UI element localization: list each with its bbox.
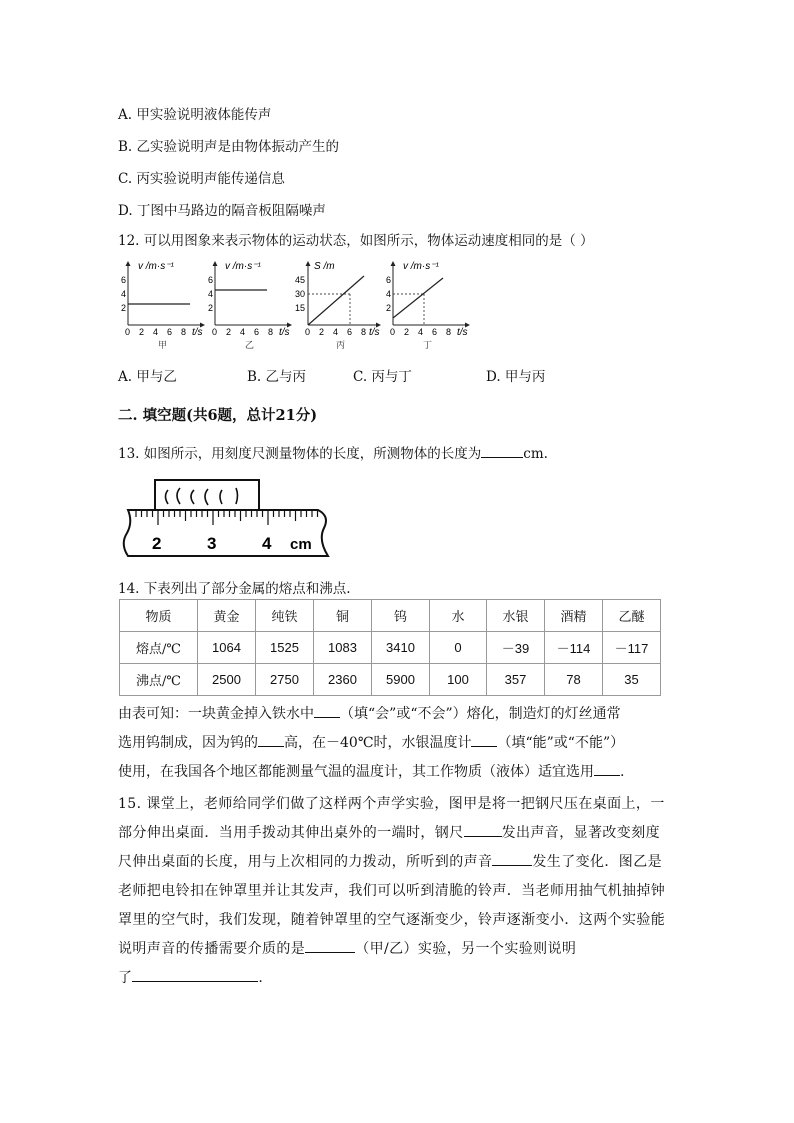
table-cell: 3410: [372, 632, 430, 664]
svg-text:0: 0: [305, 327, 311, 337]
q11-option-b: B. 乙实验说明声是由物体振动产生的: [118, 139, 340, 155]
svg-text:2: 2: [139, 327, 145, 337]
svg-text:45: 45: [295, 275, 306, 285]
svg-text:8: 8: [446, 327, 452, 337]
svg-text:6: 6: [254, 327, 260, 337]
q12-option-a: A. 甲与乙: [118, 369, 177, 385]
ruler-label-4: 4: [262, 534, 272, 553]
ruler-unit: cm: [290, 536, 312, 553]
svg-text:30: 30: [295, 289, 306, 299]
svg-text:2: 2: [226, 327, 232, 337]
answer-blank[interactable]: [314, 705, 340, 718]
ylabel: S /m: [314, 261, 335, 272]
table-cell: 水银: [487, 600, 545, 632]
ylabel: v /m·s⁻¹: [225, 261, 261, 272]
ylabel: v /m·s⁻¹: [138, 261, 174, 272]
table-cell: －114: [545, 632, 603, 664]
svg-text:8: 8: [268, 327, 274, 337]
answer-blank[interactable]: [471, 734, 497, 747]
answer-blank[interactable]: [594, 763, 620, 776]
table-cell: 纯铁: [256, 600, 314, 632]
table-cell: 35: [603, 664, 661, 696]
q14-stem: 14. 下表列出了部分金属的熔点和沸点.: [118, 581, 351, 597]
svg-text:t/s: t/s: [457, 327, 468, 338]
answer-blank[interactable]: [492, 853, 532, 866]
ruler-figure: [118, 478, 333, 564]
answer-blank[interactable]: [305, 940, 355, 953]
svg-text:6: 6: [121, 275, 127, 285]
table-cell: －39: [487, 632, 545, 664]
graph-yi: [205, 258, 295, 350]
graph-ding-line: [393, 278, 443, 318]
table-cell: 0: [430, 632, 487, 664]
q12-option-d: D. 甲与丙: [486, 369, 546, 385]
svg-text:t/s: t/s: [279, 327, 290, 338]
svg-text:6: 6: [208, 275, 214, 285]
svg-text:4: 4: [121, 289, 127, 299]
svg-text:t/s: t/s: [369, 327, 380, 338]
q14-paragraph: 由表可知：一块黄金掉入铁水中 （填“会”或“不会”）熔化，制造灯的灯丝通常 选用钨制成，因为钨的 高，在－40℃时，水银温度计 （填“能”或“不能”） 使用，在我国各个地区都能测量气温的温度计，其工作物质（液体）适宜选用 .: [118, 706, 625, 780]
metal-table: [119, 599, 661, 696]
svg-text:15: 15: [295, 303, 306, 313]
table-cell: 2360: [314, 664, 372, 696]
graph-caption: 甲: [158, 341, 168, 350]
svg-text:6: 6: [347, 327, 353, 337]
table-cell: 乙醚: [603, 600, 661, 632]
q12-option-c: C. 丙与丁: [353, 369, 412, 385]
graph-caption: 丁: [423, 341, 433, 350]
table-cell: 沸点/℃: [120, 664, 198, 696]
svg-text:4: 4: [240, 327, 246, 337]
table-cell: 钨: [372, 600, 430, 632]
table-cell: 物质: [120, 600, 198, 632]
graph-bing-line: [308, 276, 364, 325]
svg-text:0: 0: [125, 327, 131, 337]
table-cell: 酒精: [545, 600, 603, 632]
svg-text:6: 6: [167, 327, 173, 337]
q12-option-b: B. 乙与丙: [247, 369, 307, 385]
svg-text:4: 4: [333, 327, 339, 337]
section-heading: 二. 填空题(共6题，总计21分): [118, 407, 318, 424]
table-cell: 2500: [198, 664, 256, 696]
svg-text:0: 0: [390, 327, 396, 337]
svg-text:6: 6: [386, 275, 392, 285]
q12-stem: 12. 可以用图象来表示物体的运动状态，如图所示，物体运动速度相同的是（ ）: [118, 233, 594, 249]
ruler-label-3: 3: [207, 534, 217, 553]
answer-blank[interactable]: [464, 824, 502, 837]
graph-ding: [383, 258, 475, 350]
q11-option-c: C. 丙实验说明声能传递信息: [118, 171, 285, 187]
svg-text:4: 4: [386, 289, 392, 299]
svg-text:4: 4: [208, 289, 214, 299]
answer-blank[interactable]: [481, 445, 523, 458]
q11-option-a: A. 甲实验说明液体能传声: [118, 107, 272, 123]
svg-text:0: 0: [212, 327, 218, 337]
svg-text:4: 4: [153, 327, 159, 337]
table-cell: 水: [430, 600, 487, 632]
svg-text:2: 2: [404, 327, 410, 337]
table-cell: 5900: [372, 664, 430, 696]
table-cell: 1064: [198, 632, 256, 664]
graph-bing: [292, 258, 384, 350]
table-cell: 357: [487, 664, 545, 696]
table-cell: 78: [545, 664, 603, 696]
svg-text:8: 8: [181, 327, 187, 337]
graph-caption: 丙: [336, 341, 346, 350]
answer-blank[interactable]: [258, 734, 284, 747]
q11-option-d: D. 丁图中马路边的隔音板阻隔噪声: [118, 203, 326, 219]
table-cell: －117: [603, 632, 661, 664]
table-header-row: [120, 600, 661, 632]
svg-text:2: 2: [121, 303, 127, 313]
table-row: [120, 632, 661, 664]
table-cell: 100: [430, 664, 487, 696]
ruler-label-2: 2: [152, 534, 162, 553]
table-cell: 2750: [256, 664, 314, 696]
table-cell: 黄金: [198, 600, 256, 632]
svg-text:8: 8: [361, 327, 367, 337]
answer-blank[interactable]: [132, 969, 258, 982]
table-cell: 铜: [314, 600, 372, 632]
table-cell: 1525: [256, 632, 314, 664]
svg-text:2: 2: [208, 303, 214, 313]
graph-jia: [118, 258, 208, 350]
q15-paragraph: 15. 课堂上，老师给同学们做了这样两个声学实验，图甲是将一把钢尺压在桌面上，一 部分伸出桌面．当用手拨动其伸出桌外的一端时，钢尺 发出声音，显著改变刻度 尺伸出桌面的长度，用与上次相同的力拨动，所听到的声音 发生了变化．图乙是 老师把电铃扣在钟罩里并让其发声，我们可以听到清脆的铃声．当老师用抽气机抽掉钟 罩里的空气时，我们发现，随着钟罩里的空气逐渐变少，铃声逐渐变小．这两个实验能 说明声音的传播需要介质的是 （甲/乙）实验，另一个实验则说明 了 .: [118, 796, 666, 986]
svg-text:2: 2: [319, 327, 325, 337]
table-cell: 熔点/℃: [120, 632, 198, 664]
ylabel: v /m·s⁻¹: [403, 261, 439, 272]
svg-text:2: 2: [386, 303, 392, 313]
svg-text:6: 6: [432, 327, 438, 337]
svg-text:4: 4: [418, 327, 424, 337]
table-cell: 1083: [314, 632, 372, 664]
svg-text:t/s: t/s: [192, 327, 203, 338]
table-row: [120, 664, 661, 696]
graph-caption: 乙: [245, 341, 255, 350]
q13-stem: 13. 如图所示，用刻度尺测量物体的长度，所测物体的长度为 cm.: [118, 446, 548, 462]
